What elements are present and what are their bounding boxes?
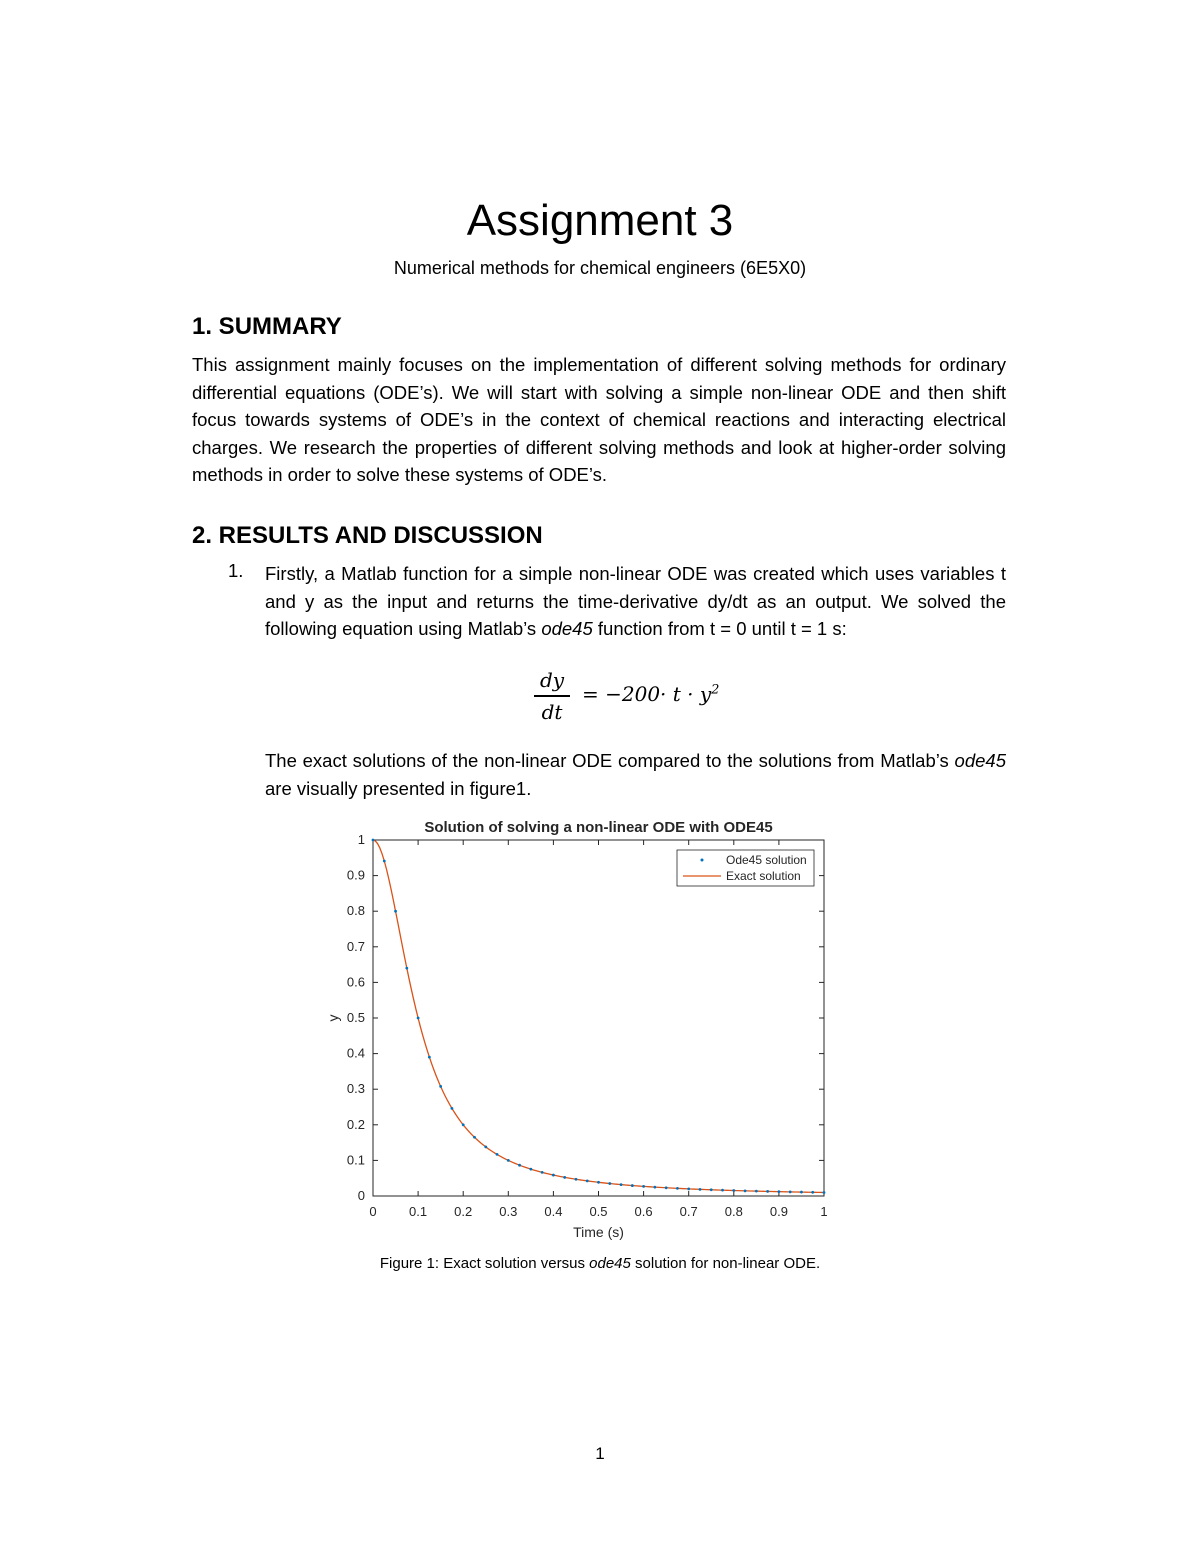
series-point-ode45 — [507, 1159, 510, 1162]
series-point-ode45 — [823, 1191, 826, 1194]
legend-label-exact: Exact solution — [726, 869, 801, 883]
section-heading-results: 2. RESULTS AND DISCUSSION — [192, 522, 543, 549]
caption-part2: solution for non-linear ODE. — [630, 1255, 821, 1272]
series-point-ode45 — [518, 1164, 521, 1167]
x-tick-label: 0.3 — [499, 1204, 518, 1219]
equation-fraction-bar — [534, 695, 570, 697]
list-item-text — [265, 560, 1006, 643]
y-tick-label: 0.4 — [346, 1045, 365, 1061]
y-tick-label: 0.3 — [346, 1081, 365, 1097]
list-item-number: 1. — [228, 560, 244, 581]
page-number: 1 — [595, 1444, 605, 1463]
series-point-ode45 — [755, 1190, 758, 1193]
series-point-ode45 — [778, 1190, 781, 1193]
x-tick-label: 0.8 — [724, 1204, 743, 1219]
series-point-ode45 — [428, 1056, 431, 1059]
series-point-ode45 — [563, 1176, 566, 1179]
series-point-ode45 — [811, 1191, 814, 1194]
y-tick-label: 0.2 — [346, 1116, 365, 1132]
series-point-ode45 — [529, 1168, 532, 1171]
series-point-ode45 — [597, 1181, 600, 1184]
series-point-ode45 — [496, 1153, 499, 1156]
series-point-ode45 — [721, 1189, 724, 1192]
document-subtitle: Numerical methods for chemical engineers (6E5X0) — [393, 258, 807, 278]
series-point-ode45 — [744, 1189, 747, 1192]
x-axis-label: Time (s) — [573, 1224, 624, 1240]
x-tick-label: 1 — [820, 1204, 828, 1219]
x-tick-label: 0.6 — [634, 1204, 653, 1219]
series-point-ode45 — [676, 1187, 679, 1190]
summary-paragraph: This assignment mainly focuses on the implementation of different solving methods for ordinary differential equations (ODE’s). We will start with solving a simple non-linear ODE and then shift focus towards systems of ODE’s in the context of chemical reactions and interacting electrical charges. We research the properties of different solving methods and look at higher-order solving methods in order to solve these systems of ODE’s. — [192, 354, 1006, 485]
series-point-ode45 — [462, 1123, 465, 1126]
series-point-ode45 — [732, 1189, 735, 1192]
series-point-ode45 — [608, 1182, 611, 1185]
document-title: Assignment 3 — [466, 196, 734, 245]
equation-rhs-text: = −200· t · y — [582, 682, 712, 706]
ode45-chart — [320, 812, 850, 1242]
series-point-ode45 — [800, 1191, 803, 1194]
series-point-ode45 — [439, 1085, 442, 1088]
y-tick-label: 0.1 — [346, 1152, 365, 1168]
figure-caption — [0, 1255, 1200, 1272]
equation-denominator: dt — [541, 700, 563, 724]
series-point-ode45 — [687, 1187, 690, 1190]
followup-italic: ode45 — [954, 750, 1006, 771]
series-point-ode45 — [417, 1017, 420, 1020]
x-tick-label: 0.9 — [769, 1204, 788, 1219]
y-tick-label: 0.9 — [346, 867, 365, 883]
legend-marker-ode45 — [701, 859, 704, 862]
y-tick-label: 0.6 — [346, 974, 365, 990]
series-point-ode45 — [620, 1183, 623, 1186]
y-tick-label: 0.5 — [346, 1010, 365, 1025]
x-tick-label: 0.2 — [454, 1204, 473, 1219]
y-tick-label: 0.7 — [346, 938, 365, 954]
plot-area — [373, 840, 824, 1196]
list-item-text-italic: ode45 — [541, 618, 593, 639]
equation-numerator: dy — [539, 668, 565, 692]
x-tick-label: 0.7 — [679, 1204, 698, 1219]
series-point-ode45 — [405, 967, 408, 970]
series-point-ode45 — [484, 1145, 487, 1148]
series-point-ode45 — [710, 1188, 713, 1191]
caption-part1: Figure 1: Exact solution versus — [379, 1255, 590, 1272]
series-point-ode45 — [586, 1179, 589, 1182]
series-point-ode45 — [665, 1186, 668, 1189]
x-tick-label: 0.5 — [589, 1204, 608, 1219]
series-point-ode45 — [653, 1186, 656, 1189]
series-point-ode45 — [552, 1174, 555, 1177]
series-point-ode45 — [372, 839, 375, 842]
y-tick-label: 0 — [357, 1188, 365, 1203]
series-point-ode45 — [451, 1107, 454, 1110]
series-point-ode45 — [699, 1188, 702, 1191]
y-tick-label: 0.8 — [346, 903, 365, 919]
legend-label-ode45: Ode45 solution — [726, 853, 807, 867]
series-point-ode45 — [766, 1190, 769, 1193]
followup-part1: The exact solutions of the non-linear ODE compared to the solutions from Matlab’s — [265, 750, 955, 771]
x-tick-label: 0.4 — [544, 1204, 563, 1219]
y-axis-label: y — [325, 1014, 341, 1022]
equation-fraction — [530, 668, 574, 724]
series-point-ode45 — [541, 1171, 544, 1174]
series-point-ode45 — [575, 1178, 578, 1181]
list-item-text-part2: function from t = 0 until t = 1 s: — [592, 618, 847, 639]
series-point-ode45 — [383, 860, 386, 863]
equation-rhs — [582, 682, 719, 706]
caption-italic: ode45 — [589, 1255, 631, 1272]
series-point-ode45 — [473, 1136, 476, 1139]
y-tick-label: 1 — [357, 832, 365, 847]
equation-exponent: 2 — [711, 682, 720, 698]
series-point-ode45 — [642, 1185, 645, 1188]
series-point-ode45 — [631, 1184, 634, 1187]
list-item-text-part1: Firstly, a Matlab function for a simple non-linear ODE was created which uses variables t and y as the input and returns the time-derivative dy/dt as an output. We solved the following equation using Matlab’s — [265, 563, 1006, 639]
list-item-followup — [265, 747, 1006, 802]
x-tick-label: 0.1 — [409, 1204, 428, 1219]
section-heading-summary: 1. SUMMARY — [192, 313, 342, 340]
series-point-ode45 — [394, 910, 397, 913]
chart-title: Solution of solving a non-linear ODE with ODE45 — [424, 819, 773, 836]
x-tick-label: 0 — [369, 1204, 377, 1219]
followup-part2: are visually presented in figure1. — [265, 777, 532, 799]
series-point-ode45 — [789, 1190, 792, 1193]
